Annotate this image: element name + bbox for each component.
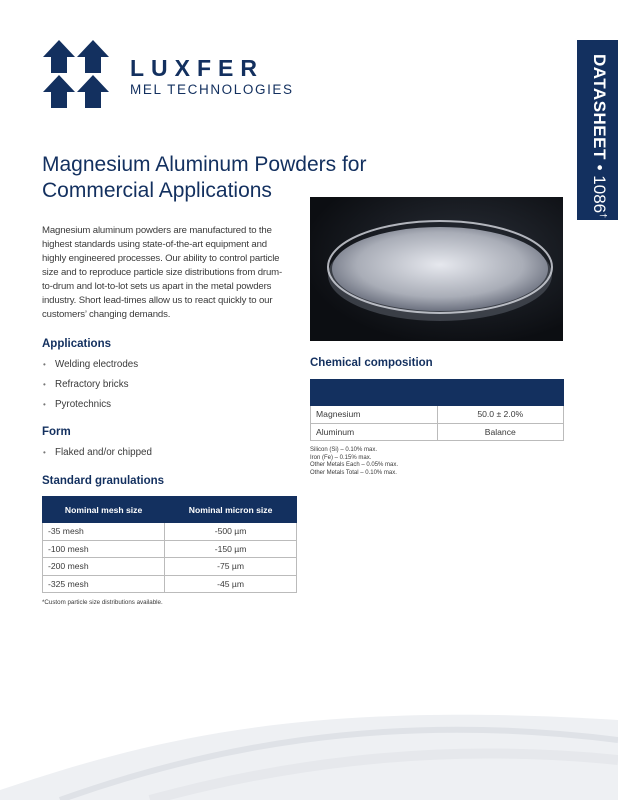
note: Silicon (Si) – 0.10% max. <box>310 447 378 453</box>
mesh-cell: -100 mesh <box>43 540 165 558</box>
mesh-cell: -325 mesh <box>43 575 165 593</box>
note: Other Metals Total – 0.10% max. <box>310 469 397 476</box>
mesh-cell: -200 mesh <box>43 558 165 576</box>
note: Other Metals Each – 0.05% max. <box>310 462 399 468</box>
brand-subtitle: MEL TECHNOLOGIES <box>130 82 294 97</box>
dagger-mark: † <box>598 213 609 219</box>
chemical-heading: Chemical composition <box>310 357 433 369</box>
micron-cell: -500 µm <box>165 523 297 541</box>
mesh-cell: -35 mesh <box>43 523 165 541</box>
list-item: • Flaked and/or chipped <box>43 447 152 467</box>
value-cell: 50.0 ± 2.0% <box>437 406 564 424</box>
note: Iron (Fe) – 0.15% max. <box>310 454 372 461</box>
granulation-footnote: *Custom particle size distributions available. <box>42 599 163 606</box>
luxfer-logo-icon <box>43 40 109 108</box>
list-item: • Pyrotechnics <box>43 399 138 419</box>
chemical-notes <box>310 447 398 477</box>
value-cell: Balance <box>437 423 564 441</box>
form-heading: Form <box>42 426 71 438</box>
table-row <box>43 540 297 558</box>
list-item: • Welding electrodes <box>43 359 138 379</box>
tab-separator: • <box>590 159 609 176</box>
title-line: Magnesium Aluminum Powders for <box>42 153 367 176</box>
form-list <box>43 447 152 467</box>
granulations-heading: Standard granulations <box>42 475 165 487</box>
applications-list <box>43 359 138 419</box>
datasheet-tab <box>577 40 618 220</box>
table-row <box>311 423 564 441</box>
table-row <box>43 523 297 541</box>
granulations-table <box>42 496 297 593</box>
table-row <box>43 558 297 576</box>
powder-dish-photo <box>310 197 563 341</box>
table-row <box>43 575 297 593</box>
column-header: Nominal mesh size <box>43 497 165 523</box>
micron-cell: -45 µm <box>165 575 297 593</box>
applications-heading: Applications <box>42 338 112 350</box>
decorative-wave <box>0 680 618 800</box>
list-item: • Refractory bricks <box>43 379 138 399</box>
table-header-band <box>311 380 564 406</box>
datasheet-label: DATASHEET <box>590 54 609 160</box>
element-cell: Aluminum <box>311 423 438 441</box>
micron-cell: -75 µm <box>165 558 297 576</box>
title-line: Commercial Applications <box>42 179 272 202</box>
micron-cell: -150 µm <box>165 540 297 558</box>
column-header: Nominal micron size <box>165 497 297 523</box>
intro-paragraph: Magnesium aluminum powders are manufactured to the highest standards using state-of-the-art equipment and highly engineered processes. Our ability to control particle size and to reproduce particle size distributions from drum-to-drum and lot-to-lot sets us apart in the metal powders industry. Short lead-times allow us to react quickly to our customers’ changing demands. <box>42 225 283 320</box>
element-cell: Magnesium <box>311 406 438 424</box>
datasheet-number: 1086 <box>590 175 609 214</box>
brand-name: LUXFER <box>130 55 264 81</box>
table-row <box>311 406 564 424</box>
chemical-table <box>310 379 564 441</box>
